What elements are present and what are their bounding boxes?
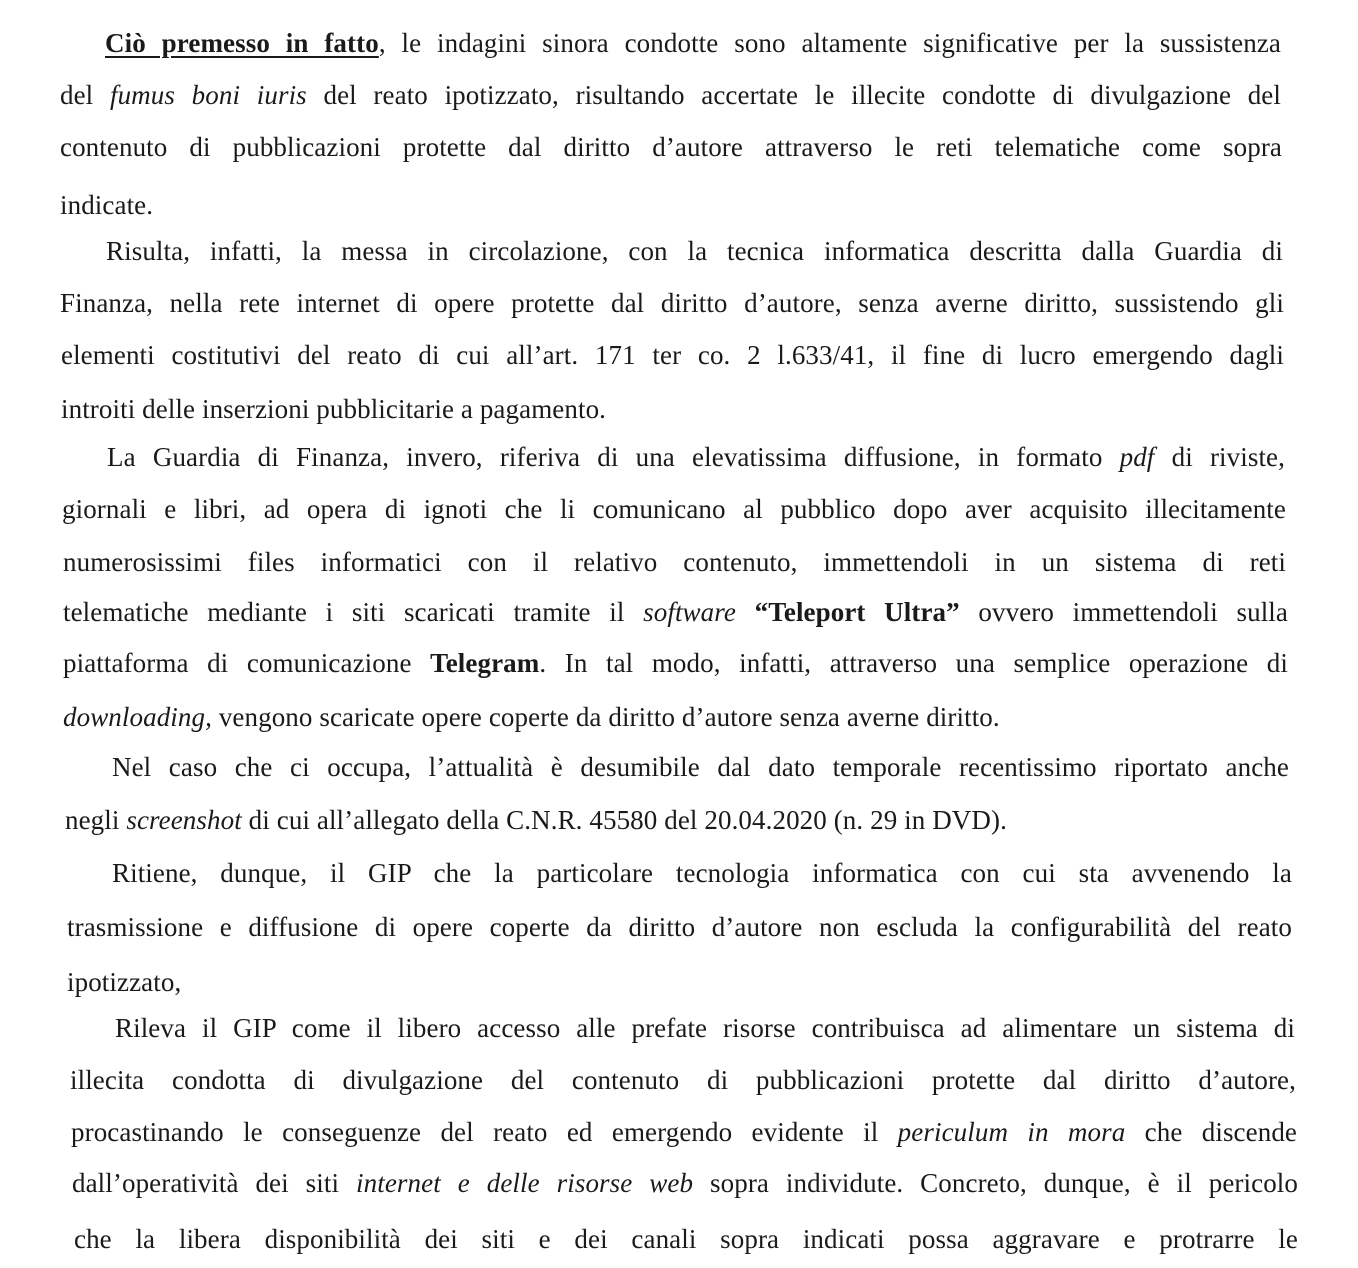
text-line (60, 188, 153, 222)
text-segment: “Teleport Ultra” (754, 597, 960, 627)
text-segment: Rileva il GIP come il libero accesso alle prefate risorse contribuisca ad alimentare un sistema di (115, 1013, 1295, 1043)
text-segment: Telegram (430, 648, 540, 678)
text-line (112, 750, 1289, 784)
text-segment: del (60, 80, 110, 110)
text-line (61, 338, 1284, 372)
text-segment: ovvero immettendoli sulla (959, 597, 1288, 627)
text-line (60, 130, 1282, 164)
text-segment: telematiche mediante i siti scaricati tramite il (63, 597, 644, 627)
text-segment: trasmissione e diffusione di opere coperte da diritto d’autore non escluda la configurabilità del reato (67, 912, 1292, 942)
text-segment: software (643, 597, 736, 627)
text-line (106, 234, 1283, 268)
text-segment: Finanza, nella rete internet di opere protette dal diritto d’autore, senza averne diritto, sussistendo gli (60, 288, 1284, 318)
text-line (74, 1222, 1298, 1256)
text-segment (736, 597, 755, 627)
text-line (62, 492, 1286, 526)
text-segment: dall’operatività dei siti (72, 1168, 357, 1198)
text-segment: elementi costitutivi del reato di cui all’art. 171 ter co. 2 l.633/41, il fine di lucro emergendo dagli (61, 340, 1284, 370)
text-segment: indicate. (60, 190, 154, 220)
text-segment: giornali e libri, ad opera di ignoti che li comunicano al pubblico dopo aver acquisito illecitamente (62, 494, 1286, 524)
text-segment: introiti delle inserzioni pubblicitarie a pagamento. (61, 394, 607, 424)
text-line (61, 392, 606, 426)
text-segment: del reato ipotizzato, risultando accertate le illecite condotte di divulgazione del (306, 80, 1281, 110)
text-line (72, 1166, 1298, 1200)
text-line (71, 1115, 1297, 1149)
text-segment: Nel caso che ci occupa, l’attualità è desumibile dal dato temporale recentissimo riportato anche (112, 752, 1289, 782)
text-line (63, 700, 1000, 734)
text-line (107, 440, 1285, 474)
text-line (115, 1011, 1295, 1045)
text-line (67, 910, 1292, 944)
text-line (65, 803, 1007, 837)
text-segment: . In tal modo, infatti, attraverso una semplice operazione di (539, 648, 1288, 678)
text-segment: pdf (1119, 442, 1155, 472)
text-segment: negli (65, 805, 127, 835)
text-segment: vengono scaricate opere coperte da diritto d’autore senza averne diritto. (211, 702, 1000, 732)
text-segment: downloading, (63, 702, 212, 732)
text-segment: Ciò premesso in fatto (105, 28, 379, 58)
text-segment: numerosissimi files informatici con il relativo contenuto, immettendoli in un sistema di reti (63, 547, 1286, 577)
text-segment: illecita condotta di divulgazione del contenuto di pubblicazioni protette dal diritto d’autore, (70, 1065, 1296, 1095)
text-segment: che discende (1125, 1117, 1297, 1147)
text-segment: che la libera disponibilità dei siti e dei canali sopra indicati possa aggravare e protrarre le (74, 1224, 1298, 1254)
text-segment: piattaforma di comunicazione (63, 648, 431, 678)
text-line (105, 26, 1281, 60)
text-segment: La Guardia di Finanza, invero, riferiva di una elevatissima diffusione, in formato (107, 442, 1120, 472)
text-segment: sopra individute. Concreto, dunque, è il pericolo (693, 1168, 1298, 1198)
text-segment: periculum in mora (897, 1117, 1126, 1147)
text-segment: internet e delle risorse web (356, 1168, 694, 1198)
text-line (67, 965, 181, 999)
text-segment: , le indagini sinora condotte sono altamente significative per la sussistenza (378, 28, 1281, 58)
text-segment: contenuto di pubblicazioni protette dal diritto d’autore attraverso le reti telematiche come sopra (60, 132, 1282, 162)
text-segment: di cui all’allegato della C.N.R. 45580 del 20.04.2020 (n. 29 in DVD). (241, 805, 1007, 835)
text-line (70, 1063, 1296, 1097)
text-line (63, 595, 1288, 629)
text-segment: procastinando le conseguenze del reato ed emergendo evidente il (71, 1117, 898, 1147)
text-segment: fumus boni iuris (109, 80, 307, 110)
text-line (112, 856, 1292, 890)
text-line (63, 545, 1286, 579)
text-segment: Risulta, infatti, la messa in circolazione, con la tecnica informatica descritta dalla Guardia di (106, 236, 1283, 266)
text-segment: di riviste, (1154, 442, 1285, 472)
text-line (63, 646, 1288, 680)
text-segment: Ritiene, dunque, il GIP che la particolare tecnologia informatica con cui sta avvenendo la (112, 858, 1292, 888)
text-line (60, 78, 1281, 112)
text-line (60, 286, 1284, 320)
text-segment: screenshot (126, 805, 242, 835)
text-segment: ipotizzato, (67, 967, 182, 997)
